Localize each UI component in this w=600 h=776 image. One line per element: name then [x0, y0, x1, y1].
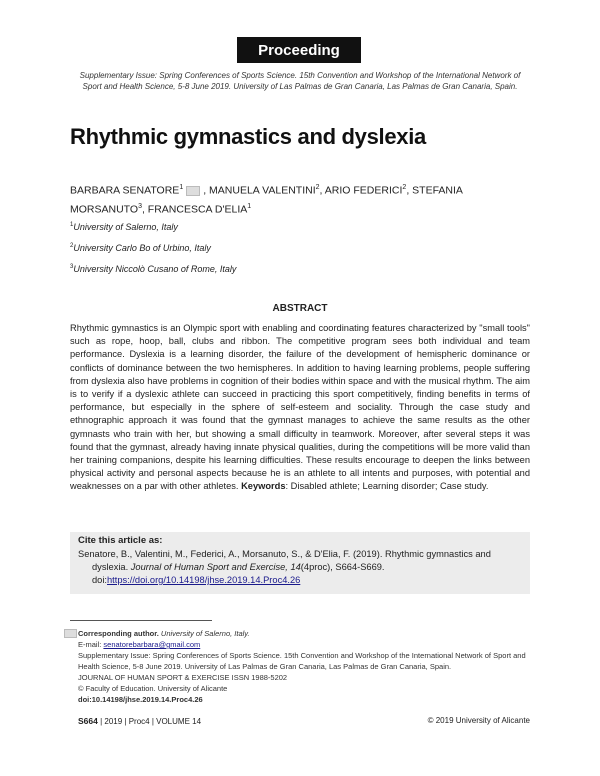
email-link[interactable]: senatorebarbara@gmail.com	[103, 640, 201, 649]
page-number: S664	[78, 716, 98, 726]
author-5-sup: 1	[247, 202, 252, 210]
keywords-label: Keywords	[241, 481, 286, 492]
affiliation-3: $^3$University Niccolò Cusano of Rome, Italy	[70, 264, 237, 274]
proceeding-banner: Proceeding	[237, 37, 361, 63]
author-3-sup: 2	[402, 184, 407, 191]
author-2-sup: 2	[315, 184, 320, 191]
citation-text	[78, 548, 524, 587]
abstract-body	[70, 322, 530, 494]
citation-line-1: Senatore, B., Valentini, M., Federici, A., Morsanuto, S., & D'Elia, F. (2019). Rhythmic gymnastics and	[78, 549, 491, 559]
doi-link[interactable]: https://doi.org/10.14198/jhse.2019.14.Proc4.26	[107, 575, 301, 585]
abstract-text: Rhythmic gymnastics is an Olympic sport with enabling and coordinating features characterized by "small tools" such as rope, hoop, ball, clubs and ribbon. The competitive program sees both individual and team performance. Dyslexia is a learning disorder, the failure of the development of hemispheric dominance or conflicts of dominance between the two hemispheres. In addition to having learning problems, people suffering from dyslexia also have problems in cognition of their bodies within space and with the musical rhythm. The aim is to verify if a dyslexic athlete can succeed in practicing this sport competitively, finding benefits in terms of performance, but especially in the sphere of self-esteem and sociality. Through the case study and ethnographic approach it was found that the gymnast manages to achieve the same results as the other gymnasts who train with her, but showing a small difficulty in teamwork. Moreover, after several steps it was found that the gymnast, already having innate physical qualities, during the competitions will be more valid than her training companions, despite his learning difficulties. These results encourage to deepen the links between physical activity and personal aspects because he is an athlete to all intents and purposes, with potential and weaknesses on a par with other athletes.	[70, 323, 530, 492]
footer-left	[78, 716, 201, 726]
footnote-copyright: © Faculty of Education. University of Alicante	[78, 684, 228, 693]
footnote-supplement: Supplementary Issue: Spring Conferences of Sports Science. 15th Convention and Workshop of the International Network of Sport and Health Science, 5-8 June 2019. University of Las Palmas de Gran Canaria, Las Palmas de Gran Canaria, Spain.	[78, 651, 526, 671]
article-title: Rhythmic gymnastics and dyslexia	[70, 124, 426, 149]
author-1: BARBARA SENATORE	[70, 184, 180, 197]
affiliations	[70, 216, 236, 279]
footnote-rule	[70, 620, 212, 621]
author-list	[70, 180, 530, 217]
affiliation-2: $^2$University Carlo Bo of Urbino, Italy	[70, 243, 211, 253]
author-5: , FRANCESCA D'ELIA	[141, 203, 248, 215]
author-1-sup: 1	[179, 184, 184, 191]
affiliation-1: $^1$University of Salerno, Italy	[70, 222, 178, 232]
author-3: , ARIO FEDERICI	[319, 184, 403, 197]
author-2: , MANUELA VALENTINI	[203, 184, 316, 197]
footer-issue: | 2019 | Proc4 | VOLUME 14	[97, 717, 202, 726]
citation-line-2: dyslexia. Journal of Human Sport and Exercise, 14(4proc), S664-S669.	[92, 562, 385, 572]
supplement-note: Supplementary Issue: Spring Conferences of Sports Science. 15th Convention and Workshop of the International Network of Sport and Health Science, 5-8 June 2019. University of Las Palmas de Gran Canaria, Las Palmas de Gran Canaria, Spain.	[79, 71, 521, 91]
footnote	[78, 628, 528, 705]
mail-icon[interactable]	[186, 186, 200, 196]
page-footer	[78, 716, 530, 726]
author-4-sup: 3	[138, 202, 142, 210]
footnote-journal: JOURNAL OF HUMAN SPORT & EXERCISE ISSN 1988-5202	[78, 673, 288, 682]
citation-heading: Cite this article as:	[78, 535, 163, 546]
citation-doi: doi:https://doi.org/10.14198/jhse.2019.14.Proc4.26	[92, 575, 301, 585]
envelope-icon	[64, 629, 77, 638]
citation-journal: Journal of Human Sport and Exercise, 14	[130, 562, 301, 572]
email-line: E-mail: senatorebarbara@gmail.com	[78, 640, 201, 649]
author-4: , STEFANIA MORSANUTO	[70, 184, 463, 215]
corresponding-author: Corresponding author. University of Salerno, Italy.	[78, 629, 250, 638]
footnote-doi: doi:10.14198/jhse.2019.14.Proc4.26	[78, 695, 203, 704]
abstract-heading: ABSTRACT	[272, 303, 328, 314]
footer-copyright: © 2019 University of Alicante	[427, 716, 530, 725]
keywords-text: : Disabled athlete; Learning disorder; Case study.	[285, 481, 489, 492]
